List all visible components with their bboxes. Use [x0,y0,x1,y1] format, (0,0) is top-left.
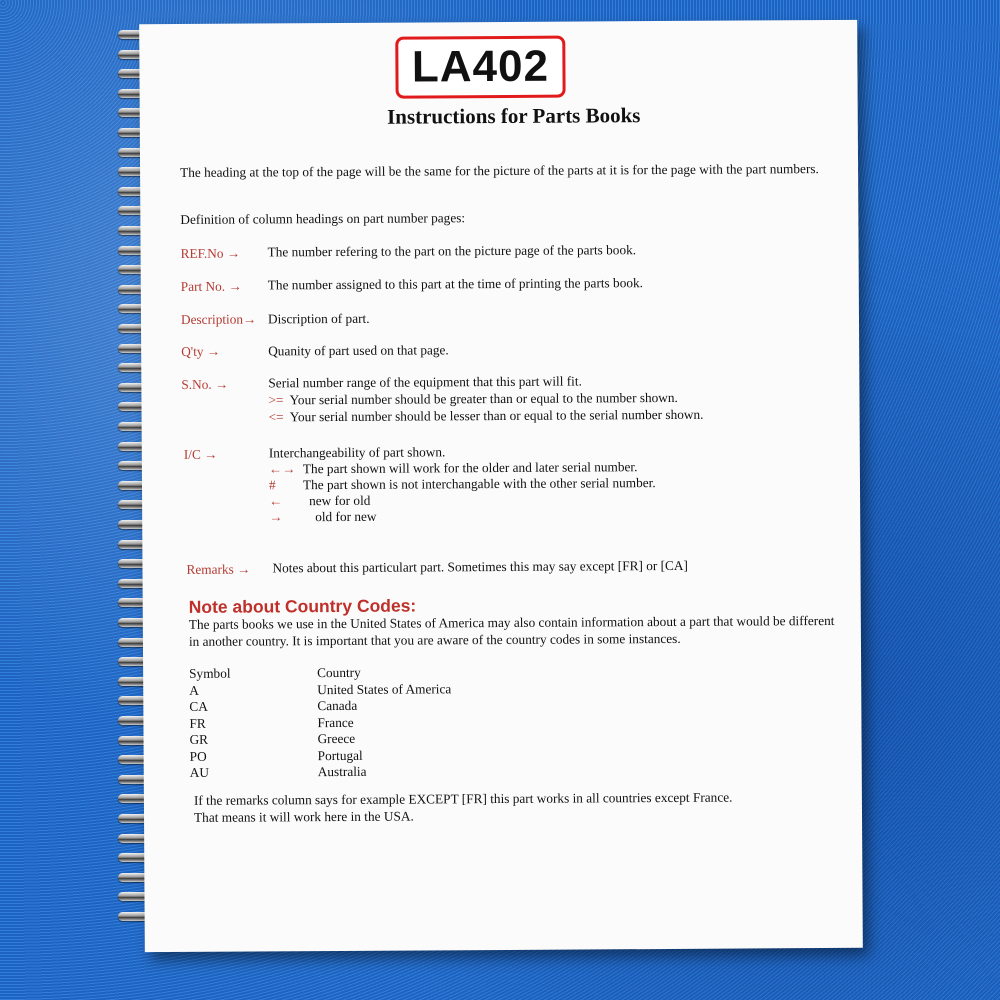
country-table-header-country: Country [317,664,361,681]
def-label-part-no: Part No. → [180,278,242,294]
country-symbol: AU [189,764,210,780]
closing-line-1: If the remarks column says for example EXCEPT [FR] this part works in all countries except France. [193,789,733,808]
def-text-remarks: Notes about this particulart part. Sometimes this may say except [FR] or [CA] [272,557,688,576]
ic-rule-old-for-new: → old for new [269,508,377,525]
table-row [189,714,451,732]
ic-rule-both: ←→ The part shown will work for the older and later serial number. [268,459,638,477]
def-text-description: Discription of part. [267,310,370,327]
country-table-header-symbol: Symbol [189,665,231,681]
ic-rule-not-interchangeable: # The part shown is not interchangable with the other serial number. [268,475,656,493]
def-text-ref-no: The number refering to the part on the picture page of the parts book. [267,242,637,260]
country-name: Greece [317,730,356,747]
def-label-ref-no: REF.No → [180,245,241,261]
country-table-header [189,664,451,682]
country-code-table [189,664,452,781]
country-name: Australia [317,763,367,780]
model-code-badge [395,36,565,99]
country-codes-note: The parts books we use in the United States of America may also contain information about a part that would be different in another country. It is important that you are aware of the country codes in some instances. [188,612,835,649]
country-name: Portugal [317,747,363,763]
country-name: United States of America [317,680,452,697]
def-label-ic: I/C → [183,446,218,462]
country-symbol: A [189,682,199,698]
country-symbol: PO [189,748,207,764]
def-text-qty: Quanity of part used on that page. [268,342,449,359]
model-code: LA402 [411,41,550,92]
country-name: France [317,714,354,730]
def-label-qty: Q'ty → [181,343,221,359]
table-row [190,747,452,765]
country-name: Canada [317,697,358,714]
def-text-ic: Interchangeability of part shown. [268,444,446,461]
def-label-description: Description→ [180,311,257,327]
closing-line-2: That means it will work here in the USA. [193,808,414,825]
ic-rule-new-for-old: ← new for old [269,492,371,509]
country-symbol: GR [189,731,209,747]
intro-paragraph: The heading at the top of the page will be the same for the picture of the parts at it is for the page with the part numbers. [180,161,819,180]
serial-rule-lte: <= Your serial number should be lesser than or equal to the serial number shown. [268,406,704,425]
def-label-sno: S.No. → [181,376,229,392]
table-row [190,763,452,781]
serial-rule-gte: >= Your serial number should be greater than or equal to the number shown. [268,389,678,408]
page-title: Instructions for Parts Books [386,103,641,129]
country-codes-heading: Note about Country Codes: [188,595,417,617]
table-row [189,681,451,699]
country-symbol: FR [189,715,206,731]
def-label-remarks: Remarks → [186,561,251,577]
instruction-page [139,20,863,952]
table-row [189,730,451,748]
country-symbol: CA [189,698,208,714]
def-text-sno: Serial number range of the equipment that this part will fit. [268,373,582,391]
def-text-part-no: The number assigned to this part at the time of printing the parts book. [267,275,644,293]
definitions-heading: Definition of column headings on part number pages: [180,210,466,227]
table-row [189,697,451,715]
